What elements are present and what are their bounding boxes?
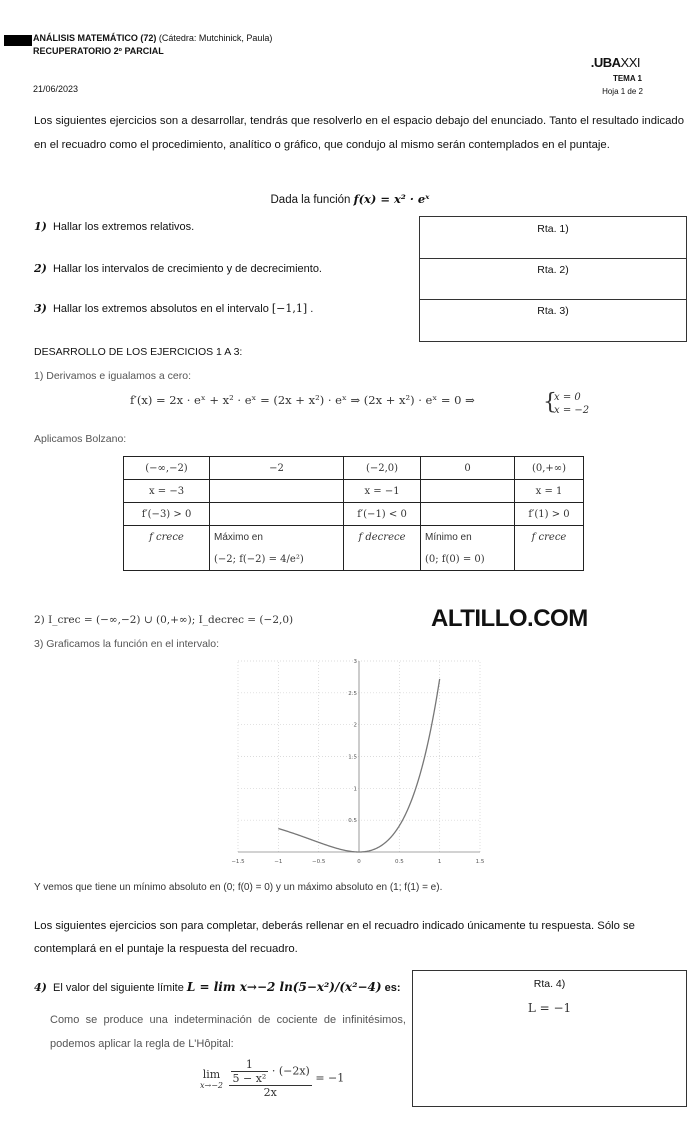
question-2 bbox=[34, 262, 322, 275]
table-cell: x = −3 bbox=[124, 480, 210, 503]
brace-icon: { bbox=[543, 390, 557, 415]
table-cell: f′(1) > 0 bbox=[515, 503, 584, 526]
x-tick-label: −1.5 bbox=[231, 859, 245, 865]
table-cell: (−2,0) bbox=[344, 457, 421, 480]
x-tick-label: −1 bbox=[274, 859, 283, 865]
instructions: Los siguientes ejercicios son a desarrollar, tendrás que resolverlo en el espacio debajo del enunciado. Tanto el resultado indicado en el recuadro como el procedimiento, analítico o gráfico, que condujo al mismo serán contemplados en el puntaje. bbox=[34, 115, 684, 151]
course-title bbox=[33, 33, 272, 43]
interval: [−1,1] bbox=[271, 302, 308, 315]
catedra: (Cátedra: Mutchinick, Paula) bbox=[158, 33, 273, 43]
answer-row-3[interactable] bbox=[420, 299, 686, 340]
question-number: 2) bbox=[34, 262, 47, 275]
answer-box-1-3[interactable] bbox=[419, 216, 687, 342]
table-cell: (−∞,−2) bbox=[124, 457, 210, 480]
step-1-label: 1) Derivamos e igualamos a cero: bbox=[34, 370, 191, 382]
question-text: El valor del siguiente límite bbox=[52, 982, 184, 994]
answer-label: Rta. 1) bbox=[537, 223, 569, 235]
lim-sub: x→−2 bbox=[200, 1080, 224, 1090]
limit-expression: L = lim x→−2 ln(5−x²)/(x²−4) bbox=[186, 980, 382, 994]
table-cell bbox=[421, 480, 515, 503]
table-cell: x = 1 bbox=[515, 480, 584, 503]
exam-name: RECUPERATORIO 2º PARCIAL bbox=[33, 46, 164, 56]
table-cell: f decrece bbox=[344, 526, 421, 549]
table-cell bbox=[210, 480, 344, 503]
limit-operator bbox=[200, 1068, 223, 1090]
x-tick-label: 1 bbox=[437, 859, 442, 865]
table-cell bbox=[421, 503, 515, 526]
y-tick-label: 2.5 bbox=[348, 690, 357, 697]
answer-label: Rta. 3) bbox=[537, 305, 569, 317]
answer-row-1[interactable] bbox=[420, 217, 686, 259]
question-1 bbox=[34, 220, 194, 233]
table-row bbox=[124, 526, 584, 549]
step-3-label: 3) Graficamos la función en el intervalo: bbox=[34, 638, 220, 650]
numerator-tail: · (−2x) bbox=[271, 1064, 310, 1078]
watermark: ALTILLO.COM bbox=[431, 605, 588, 632]
table-cell: −2 bbox=[210, 457, 344, 480]
q4-explanation: Como se produce una indeterminación de cociente de infinitésimos, podemos aplicar la regla de L'Hôpital: bbox=[50, 1014, 406, 1050]
answer-box-4[interactable] bbox=[412, 970, 687, 1107]
answer-row-2[interactable] bbox=[420, 258, 686, 300]
table-cell bbox=[515, 548, 584, 571]
denominator: 2x bbox=[263, 1086, 277, 1099]
table-row bbox=[124, 548, 584, 571]
y-tick-label: 0.5 bbox=[348, 818, 357, 825]
table-cell: (0,+∞) bbox=[515, 457, 584, 480]
function-intro: Dada la función bbox=[270, 194, 351, 206]
table-cell bbox=[344, 548, 421, 571]
question-text: Hallar los extremos absolutos en el intervalo bbox=[52, 303, 269, 315]
x-tick-label: 1.5 bbox=[475, 859, 485, 865]
table-cell bbox=[124, 548, 210, 571]
table-cell: (0; f(0) = 0) bbox=[421, 548, 515, 571]
lhopital-formula bbox=[200, 1058, 344, 1099]
x-tick-label: 0.5 bbox=[394, 859, 404, 865]
solution-1: x = 0 bbox=[554, 392, 581, 403]
question-number: 1) bbox=[34, 220, 47, 233]
table-cell bbox=[210, 503, 344, 526]
table-cell: f′(−1) < 0 bbox=[344, 503, 421, 526]
sign-table bbox=[123, 456, 584, 571]
derivative-formula: f′(x) = 2x · eˣ + x² · eˣ = (2x + x²) · eˣ ⇒ (2x + x²) · eˣ = 0 ⇒ bbox=[130, 393, 475, 407]
question-number: 4) bbox=[34, 981, 47, 994]
table-cell: Máximo en bbox=[210, 526, 344, 549]
answer-label: Rta. 2) bbox=[537, 264, 569, 276]
numerator bbox=[229, 1058, 312, 1086]
page-number: Hoja 1 de 2 bbox=[602, 87, 643, 96]
table-cell: (−2; f(−2) = 4/e²) bbox=[210, 548, 344, 571]
table-row bbox=[124, 457, 584, 480]
inner-fraction bbox=[231, 1058, 269, 1085]
course-name: ANÁLISIS MATEMÁTICO (72) bbox=[33, 33, 157, 43]
uba-logo-text: .UBA bbox=[590, 55, 621, 70]
table-cell: 0 bbox=[421, 457, 515, 480]
function-statement bbox=[0, 192, 700, 206]
critical-points bbox=[545, 391, 589, 417]
solution-2: x = −2 bbox=[554, 405, 590, 416]
x-tick-label: 0 bbox=[357, 859, 361, 865]
table-row bbox=[124, 480, 584, 503]
bolzano-label: Aplicamos Bolzano: bbox=[34, 433, 127, 445]
answer-value: L = −1 bbox=[527, 1001, 572, 1015]
answer-label: Rta. 4) bbox=[533, 978, 566, 990]
table-cell: f crece bbox=[515, 526, 584, 549]
y-tick-label: 1.5 bbox=[348, 754, 357, 761]
question-3: 3) Hallar los extremos absolutos en el intervalo [−1,1] . bbox=[34, 302, 314, 315]
question-4 bbox=[34, 980, 401, 994]
completion-instructions: Los siguientes ejercicios son para completar, deberás rellenar en el recuadro indicado únicamente tu respuesta. Sólo se contemplará en el puntaje la respuesta del recuadro. bbox=[34, 920, 635, 955]
table-cell: f′(−3) > 0 bbox=[124, 503, 210, 526]
table-cell: f crece bbox=[124, 526, 210, 549]
question-text: Hallar los extremos relativos. bbox=[52, 221, 195, 233]
x-tick-label: −0.5 bbox=[311, 859, 326, 865]
uba-logo bbox=[591, 55, 640, 70]
table-row bbox=[124, 503, 584, 526]
exam-date: 21/06/2023 bbox=[33, 84, 79, 94]
y-tick-label: 3 bbox=[353, 659, 357, 665]
question-text: Hallar los intervalos de crecimiento y de decrecimiento. bbox=[52, 263, 322, 275]
development-title: DESARROLLO DE LOS EJERCICIOS 1 A 3: bbox=[34, 346, 243, 358]
lim-text: lim bbox=[202, 1067, 221, 1081]
intervals-result: 2) I_crec = (−∞,−2) ∪ (0,+∞); I_decrec = (−2,0) bbox=[34, 614, 294, 626]
lhopital-result: = −1 bbox=[315, 1071, 345, 1085]
redaction-bar bbox=[4, 35, 32, 46]
uba-logo-xxi: XXI bbox=[620, 55, 640, 70]
question-number: 3) bbox=[34, 302, 47, 315]
function-formula: f(x) = x² · eˣ bbox=[353, 192, 430, 206]
table-cell: x = −1 bbox=[344, 480, 421, 503]
inner-numerator: 1 bbox=[231, 1058, 269, 1072]
table-cell: Mínimo en bbox=[421, 526, 515, 549]
inner-denominator: 5 − x² bbox=[232, 1072, 267, 1085]
main-fraction bbox=[229, 1058, 312, 1099]
function-graph bbox=[230, 655, 490, 870]
question-suffix: es: bbox=[384, 982, 401, 994]
y-tick-label: 1 bbox=[353, 786, 357, 793]
y-tick-label: 2 bbox=[353, 722, 357, 729]
conclusion: Y vemos que tiene un mínimo absoluto en (0; f(0) = 0) y un máximo absoluto en (1; f(1) = e). bbox=[34, 882, 443, 893]
tema-label: TEMA 1 bbox=[612, 74, 642, 83]
